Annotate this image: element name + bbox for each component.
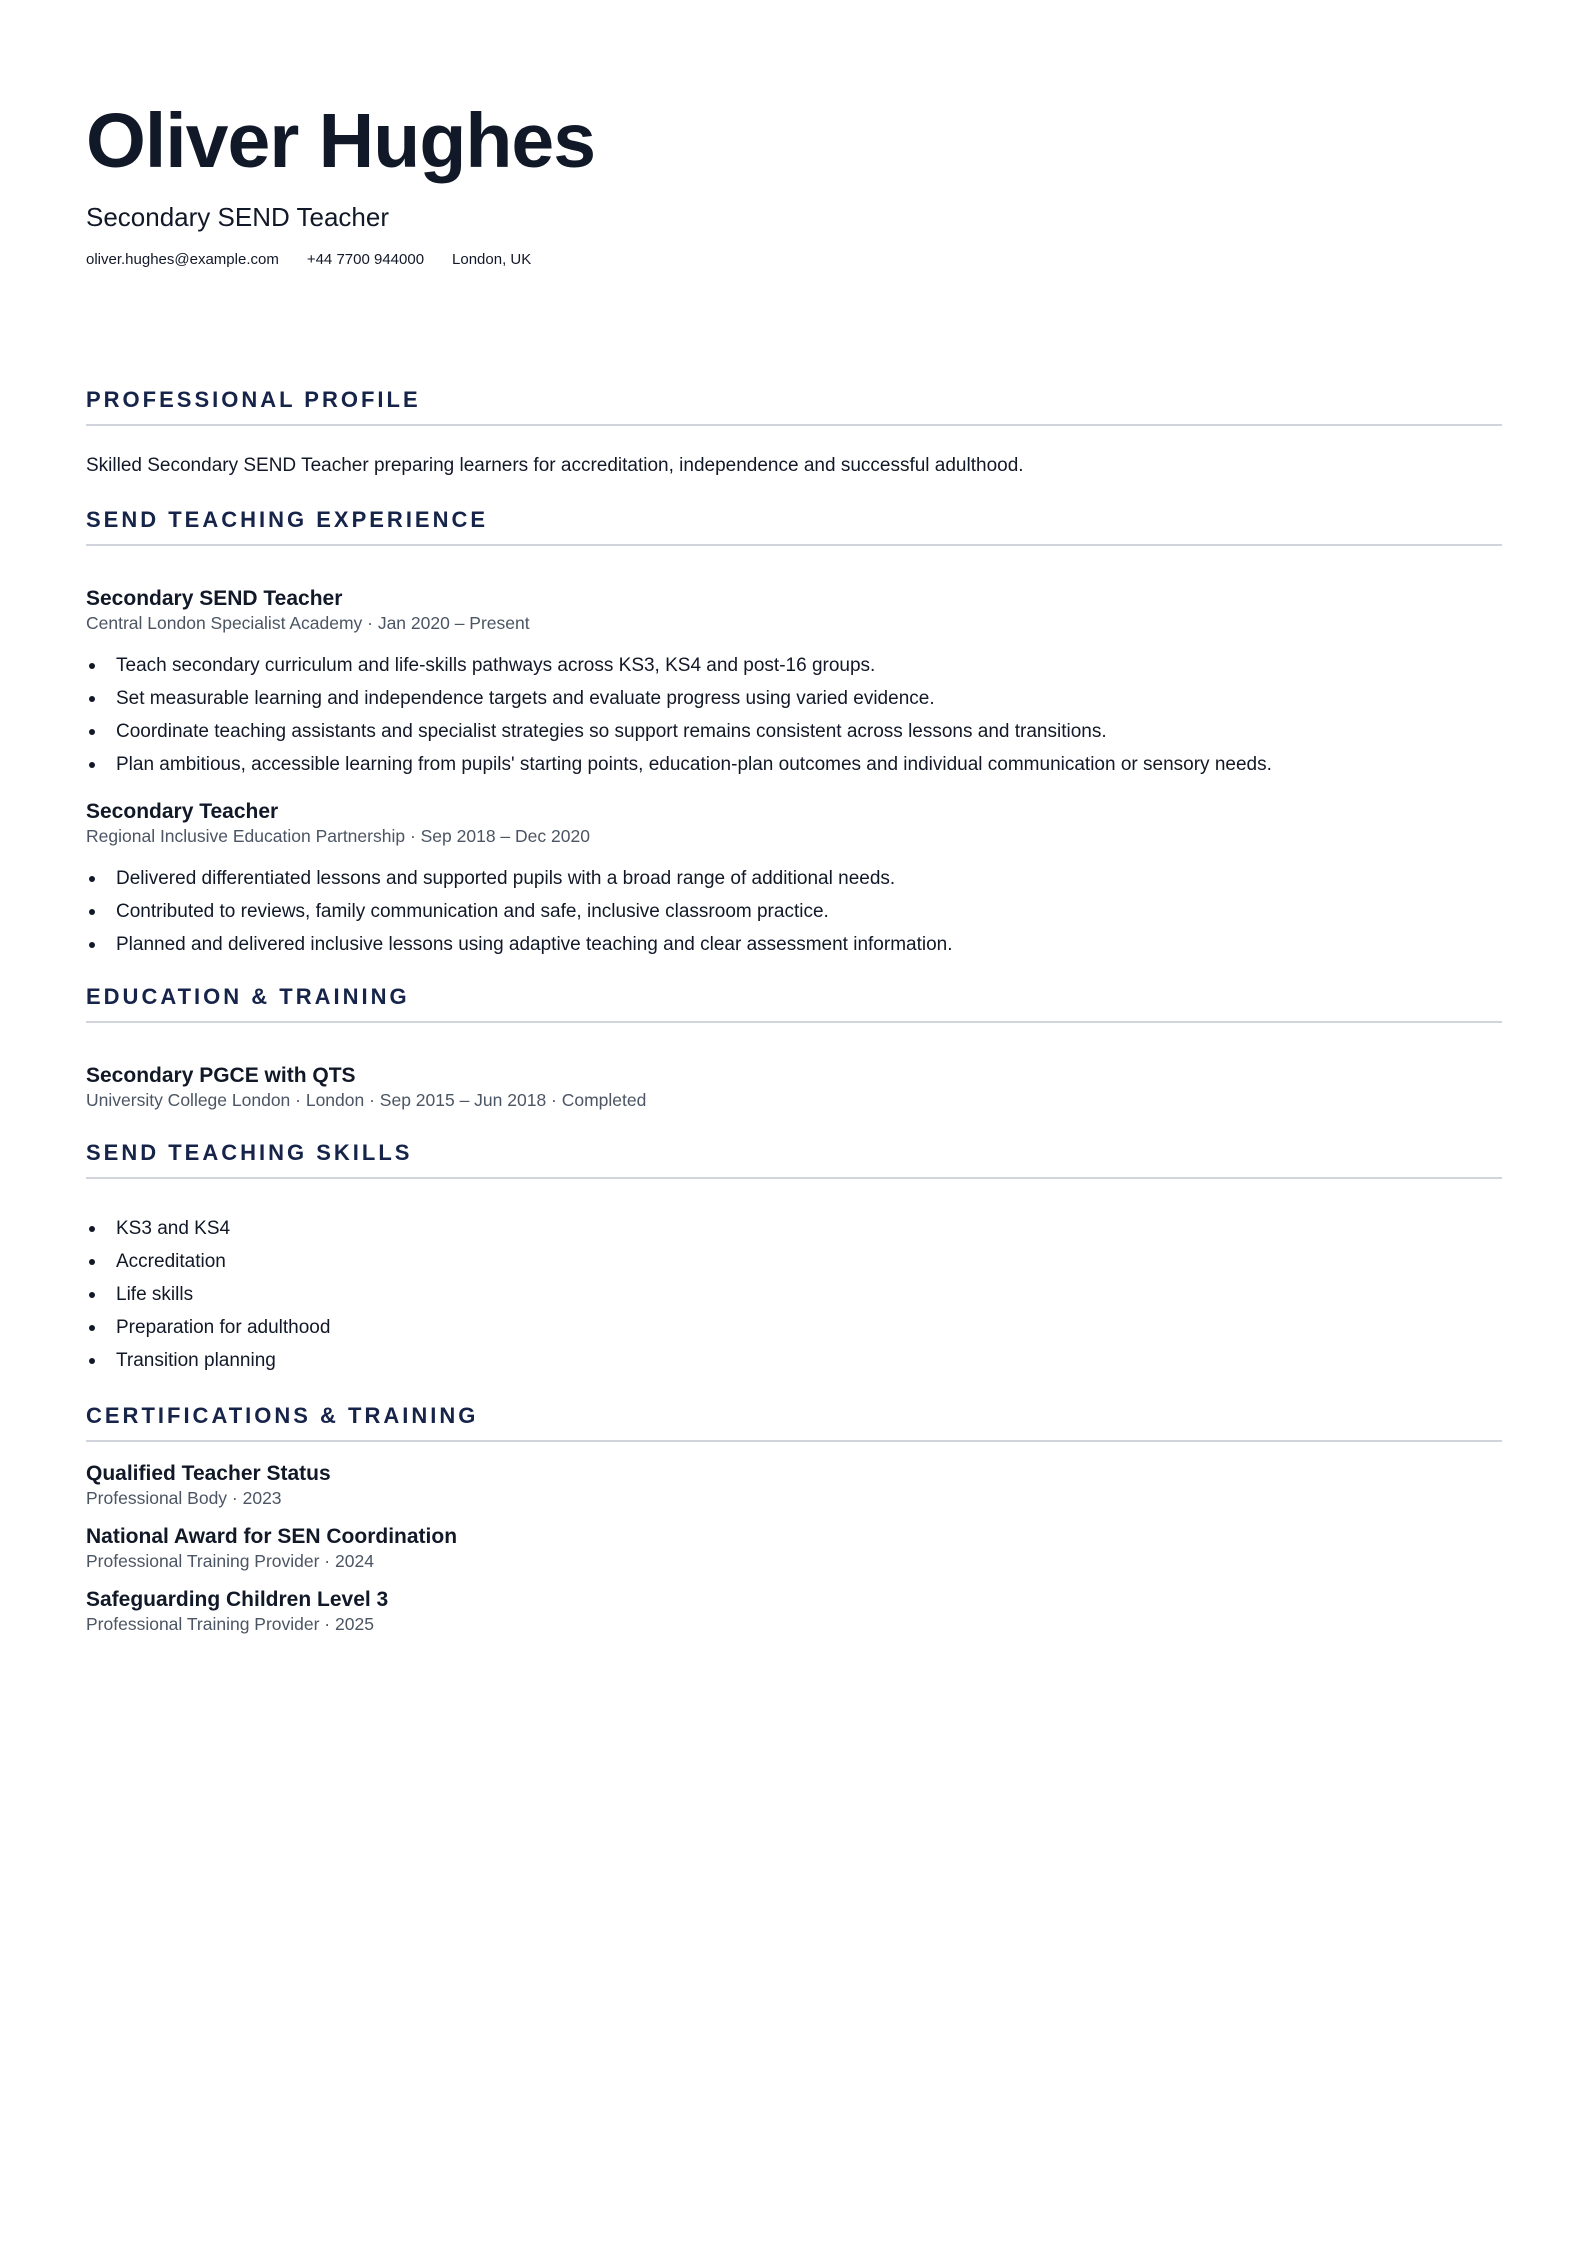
section-title: PROFESSIONAL PROFILE — [86, 387, 421, 412]
certification-entry — [86, 1524, 1502, 1572]
job-meta: Central London Specialist Academy · Jan 2020 – Present — [86, 613, 530, 633]
certification-meta: Professional Training Provider · 2024 — [86, 1551, 374, 1571]
section-title: SEND TEACHING EXPERIENCE — [86, 507, 489, 532]
resume-header — [86, 0, 1502, 270]
education-meta: University College London · London · Sep 2015 – Jun 2018 · Completed — [86, 1090, 647, 1110]
education-title: Secondary PGCE with QTS — [86, 1064, 356, 1087]
contact-email: oliver.hughes@example.com — [86, 251, 279, 268]
list-item: Life skills — [116, 1278, 1502, 1311]
certification-title: Qualified Teacher Status — [86, 1462, 331, 1485]
certification-meta: Professional Training Provider · 2025 — [86, 1614, 374, 1634]
contact-phone: +44 7700 944000 — [306, 251, 425, 268]
list-item: Coordinate teaching assistants and specialist strategies so support remains consistent across lessons and transitions. — [116, 715, 1502, 748]
certification-entry — [86, 1587, 1502, 1635]
certification-title: Safeguarding Children Level 3 — [86, 1588, 389, 1611]
experience-section — [86, 505, 1502, 961]
list-item: Set measurable learning and independence targets and evaluate progress using varied evidence. — [116, 682, 1502, 715]
section-divider — [86, 1440, 1502, 1442]
education-section — [86, 982, 1502, 1111]
list-item: KS3 and KS4 — [116, 1212, 1502, 1245]
list-item: Delivered differentiated lessons and supported pupils with a broad range of additional needs. — [116, 862, 1502, 895]
section-divider — [86, 424, 1502, 426]
list-item: Preparation for adulthood — [116, 1311, 1502, 1344]
job-bullets — [86, 649, 1502, 781]
profile-section — [86, 385, 1502, 480]
section-divider — [86, 1021, 1502, 1023]
skills-list — [86, 1212, 1502, 1377]
section-title: EDUCATION & TRAINING — [86, 984, 410, 1009]
list-item: Teach secondary curriculum and life-skills pathways across KS3, KS4 and post-16 groups. — [116, 649, 1502, 682]
section-title: SEND TEACHING SKILLS — [86, 1140, 413, 1165]
list-item: Contributed to reviews, family communication and safe, inclusive classroom practice. — [116, 895, 1502, 928]
candidate-name: Oliver Hughes — [86, 98, 596, 184]
section-title: CERTIFICATIONS & TRAINING — [86, 1403, 479, 1428]
job-entry — [86, 586, 1502, 781]
list-item: Planned and delivered inclusive lessons using adaptive teaching and clear assessment information. — [116, 928, 1502, 961]
list-item: Plan ambitious, accessible learning from pupils' starting points, education-plan outcomes and individual communication or sensory needs. — [116, 748, 1502, 781]
job-title: Secondary SEND Teacher — [86, 587, 343, 610]
certification-meta: Professional Body · 2023 — [86, 1488, 282, 1508]
skills-section — [86, 1138, 1502, 1377]
contact-info — [86, 250, 1502, 270]
list-item: Accreditation — [116, 1245, 1502, 1278]
contact-location: London, UK — [452, 251, 532, 268]
job-bullets — [86, 862, 1502, 961]
section-divider — [86, 1177, 1502, 1179]
job-title: Secondary Teacher — [86, 800, 279, 823]
education-entry — [86, 1063, 1502, 1111]
candidate-headline: Secondary SEND Teacher — [86, 202, 390, 232]
job-meta: Regional Inclusive Education Partnership · Sep 2018 – Dec 2020 — [86, 826, 590, 846]
certifications-section — [86, 1401, 1502, 1635]
list-item: Transition planning — [116, 1344, 1502, 1377]
certification-entry — [86, 1461, 1502, 1509]
profile-summary: Skilled Secondary SEND Teacher preparing learners for accreditation, independence and successful adulthood. — [86, 455, 1024, 476]
section-divider — [86, 544, 1502, 546]
job-entry — [86, 799, 1502, 961]
certification-title: National Award for SEN Coordination — [86, 1525, 458, 1548]
